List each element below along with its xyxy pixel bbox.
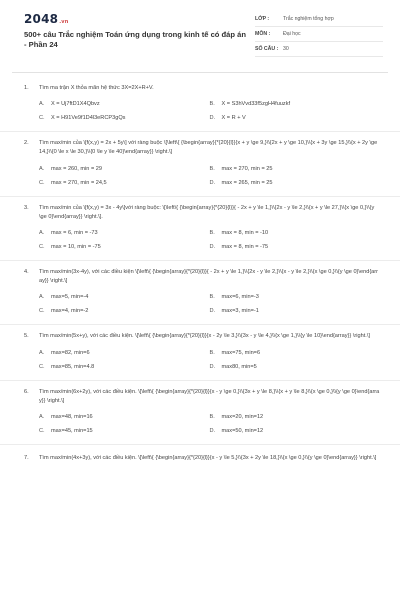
option-letter: D. [209, 179, 216, 186]
page-title: 500+ câu Trắc nghiệm Toán ứng dụng trong kinh tế có đáp án - Phần 24 [24, 30, 247, 49]
question-number: 3. [24, 204, 29, 211]
question-text-row [24, 328, 380, 341]
option-letter: A. [39, 349, 45, 356]
question-text: Tìm ma trận X thỏa mãn hệ thức 3X=2X+R+V. [39, 85, 154, 91]
option-text: max=75, min=6 [221, 349, 261, 356]
option-text: max = 270, min = 25 [221, 165, 273, 172]
question-item [0, 131, 400, 195]
answer-option[interactable] [39, 111, 210, 125]
answer-option[interactable] [210, 176, 381, 190]
option-text: max=3, min=-1 [221, 308, 259, 315]
answer-options [24, 290, 380, 318]
option-letter: D. [209, 363, 216, 370]
option-text: max = 8, min = -75 [221, 244, 269, 251]
option-text: max = 265, min = 25 [221, 179, 273, 186]
option-letter: C. [39, 308, 45, 315]
meta-value: Trắc nghiệm tổng hợp [283, 16, 334, 22]
site-logo[interactable] [24, 12, 69, 26]
option-letter: B. [209, 230, 215, 237]
option-letter: B. [209, 414, 215, 421]
answer-option[interactable] [210, 162, 381, 176]
header-divider [12, 72, 388, 73]
answer-option[interactable] [210, 346, 381, 360]
option-text: max = 10, min = -75 [51, 244, 101, 251]
option-text: max80, min=5 [221, 363, 257, 370]
option-text: max=4, min=-2 [51, 308, 89, 315]
answer-options [24, 226, 380, 254]
question-number: 1. [24, 85, 29, 91]
option-letter: C. [39, 115, 45, 122]
question-text-row [24, 264, 380, 286]
option-text: X = R + V [221, 115, 246, 122]
answer-option[interactable] [39, 176, 210, 190]
meta-label: MÔN : [255, 31, 271, 37]
answer-option[interactable] [39, 290, 210, 304]
meta-row-count [255, 42, 383, 57]
answer-option[interactable] [39, 360, 210, 374]
answer-option[interactable] [210, 424, 381, 438]
option-text: max = 260, min = 29 [51, 165, 102, 172]
answer-option[interactable] [210, 304, 381, 318]
answer-option[interactable] [210, 360, 381, 374]
option-text: X = H91Ve9f1D4l3eRCP3gQs [51, 115, 126, 122]
option-letter: A. [39, 230, 45, 237]
option-letter: A. [39, 294, 45, 301]
option-letter: C. [39, 179, 45, 186]
question-text: Tìm max/min của \[f(x,y) = 2x + 5y\] với ràng buộc \[\left\{ {\begin{array}{*{20}{l}}{x + y \ge 9,}\\{2x + y \ge 10,}\\{x + 3y \ge 15,}\\{x + 2y \ge 14,}\\{0 \le x \le 30,}\\{0 \le y \le 40}\end{array}} \right.\] [39, 140, 378, 156]
option-text: max=6, min=-3 [221, 294, 259, 301]
answer-option[interactable] [210, 226, 381, 240]
question-text: Tìm max/min(5x+y), với các điều kiện. \[\left\{ {\begin{array}{*{20}{l}}{x - 2y \le 3,}\\{3x - y \le 4,}\\{x \ge 1,}\\{y \le 10}\end{array}} \right.\] [39, 333, 370, 340]
meta-value: 30 [283, 46, 289, 52]
option-letter: D. [209, 428, 216, 435]
answer-options [24, 97, 380, 125]
option-letter: B. [209, 294, 215, 301]
question-item [0, 380, 400, 444]
answer-option[interactable] [210, 97, 381, 111]
option-letter: D. [209, 308, 216, 315]
logo-suffix: .vn [59, 19, 69, 25]
question-item [0, 324, 400, 379]
question-item [0, 80, 400, 131]
answer-option[interactable] [210, 290, 381, 304]
option-text: X = S3hVvd33f5zgH4fuuzkf [221, 101, 291, 108]
option-text: max=20, min=12 [221, 414, 264, 421]
question-item [0, 444, 400, 469]
option-letter: D. [209, 115, 216, 122]
answer-options [24, 346, 380, 374]
answer-option[interactable] [39, 304, 210, 318]
option-text: max=45, min=15 [51, 428, 93, 435]
exam-meta [255, 12, 383, 57]
question-item [0, 260, 400, 324]
option-letter: B. [209, 165, 215, 172]
logo-text: 2048 [24, 12, 59, 26]
option-text: max=82, min=6 [51, 349, 90, 356]
question-number: 5. [24, 333, 29, 340]
question-text-row [24, 80, 380, 93]
answer-options [24, 162, 380, 190]
question-text: Tìm max/min(3x-4y), với các điều kiện \[\left\{ {\begin{array}{*{20}{l}}{ - 2x + y \le 1,}\\{2x - y \le 2,}\\{x - y \le 2,}\\{x \ge 0,}\\{y \ge 0}\end{array}} \right.\] [39, 269, 379, 285]
question-text: Tìm max/min của \[f(x,y) = 3x - 4y\]với ràng buộc: \[\left\{ {\begin{array}{*{20}{l}}{ - 2x + y \le 1,}\\{2x - y \le 2,}\\{x + y \le 27,}\\{x \ge 0,}\\{y \ge 0}\end{array}} \right.\]. [39, 204, 375, 220]
question-text-row [24, 450, 380, 463]
meta-label: SỐ CÂU : [255, 46, 279, 52]
question-number: 4. [24, 269, 29, 276]
question-text-row [24, 200, 380, 222]
question-number: 6. [24, 388, 29, 395]
question-text: Tìm max/min(6x+2y), với các điều kiện. \[\left\{ {\begin{array}{*{20}{l}}{x - y \ge 0,}\\{3x + y \le 8,}\\{x + y \le 8,}\\{x \ge 0,}\\{y \ge 0}\end{array}} \right.\] [39, 388, 380, 404]
question-list [0, 80, 400, 469]
meta-value: Đại học [283, 31, 301, 37]
option-text: X = Uj7ftD1X4Qbvz [51, 101, 100, 108]
meta-row-subject [255, 27, 383, 42]
answer-option[interactable] [39, 410, 210, 424]
option-text: max=48, min=16 [51, 414, 93, 421]
answer-option[interactable] [39, 346, 210, 360]
answer-option[interactable] [39, 97, 210, 111]
option-text: max=85, min=4.8 [51, 363, 95, 370]
answer-option[interactable] [39, 240, 210, 254]
option-text: max=50, min=12 [221, 428, 264, 435]
answer-options [24, 410, 380, 438]
option-text: max=5, min=-4 [51, 294, 89, 301]
question-number: 2. [24, 140, 29, 147]
answer-option[interactable] [39, 424, 210, 438]
option-letter: A. [39, 414, 45, 421]
option-letter: C. [39, 244, 45, 251]
question-text: Tìm max/min(4x+3y), với các điều kiện. \[\left\{ {\begin{array}{*{20}{l}}{x - y \le 5,}\\{3x + 2y \le 18,}\\{x \ge 0,}\\{y \ge 0}\end{array}} \right.\] [39, 455, 377, 462]
question-item [0, 196, 400, 260]
option-letter: A. [39, 165, 45, 172]
option-letter: B. [209, 349, 215, 356]
meta-row-class [255, 12, 383, 27]
option-letter: C. [39, 428, 45, 435]
page-header [0, 0, 400, 66]
option-text: max = 8, min = -10 [221, 230, 269, 237]
meta-label: LỚP : [255, 16, 270, 22]
question-text-row [24, 135, 380, 157]
answer-option[interactable] [210, 240, 381, 254]
answer-option[interactable] [39, 226, 210, 240]
answer-option[interactable] [210, 410, 381, 424]
option-text: max = 6, min = -73 [51, 230, 98, 237]
option-letter: A. [39, 101, 45, 108]
option-letter: D. [209, 244, 216, 251]
option-letter: C. [39, 363, 45, 370]
answer-option[interactable] [210, 111, 381, 125]
question-number: 7. [24, 455, 29, 462]
question-text-row [24, 384, 380, 406]
option-letter: B. [209, 101, 215, 108]
answer-option[interactable] [39, 162, 210, 176]
option-text: max = 270, min = 24,5 [51, 179, 107, 186]
